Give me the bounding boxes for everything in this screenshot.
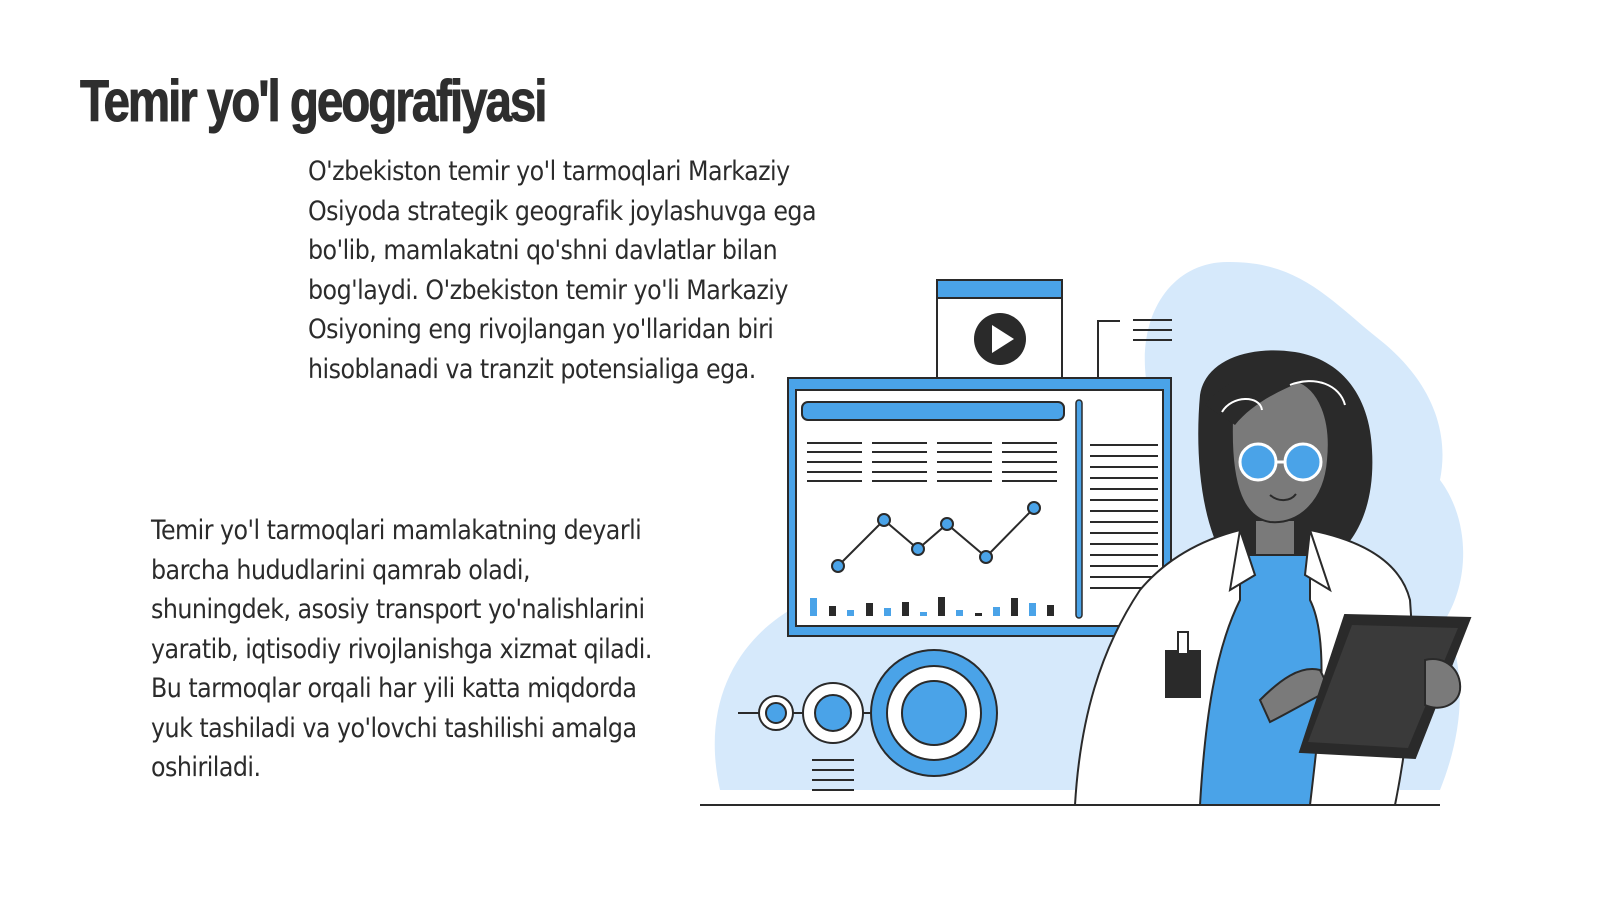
- dashboard-screen: [788, 378, 1171, 636]
- play-icon: [974, 313, 1026, 365]
- body-paragraph-1: O'zbekiston temir yo'l tarmoqlari Markaziy Osiyoda strategik geografik joylashuvga ega bo'lib, mamlakatni qo'shni davlatlar bilan bog'laydi. O'zbekiston temir yo'li Markaziy Osiyoning eng rivojlangan yo'llaridan biri hisoblanadi va tranzit potensialiga ega.: [308, 156, 817, 385]
- body-paragraph-2: Temir yo'l tarmoqlari mamlakatning deyarli barcha hududlarini qamrab oladi, shuningdek, asosiy transport yo'nalishlarini yaratib, iqtisodiy rivojlanishga xizmat qiladi. Bu tarmoqlar orqali har yili katta miqdorda yuk tashiladi va yo'lovchi tashilishi amalga oshiriladi.: [151, 515, 652, 783]
- video-card: [937, 280, 1062, 390]
- slide-title: Temir yo'l geografiyasi: [80, 69, 546, 134]
